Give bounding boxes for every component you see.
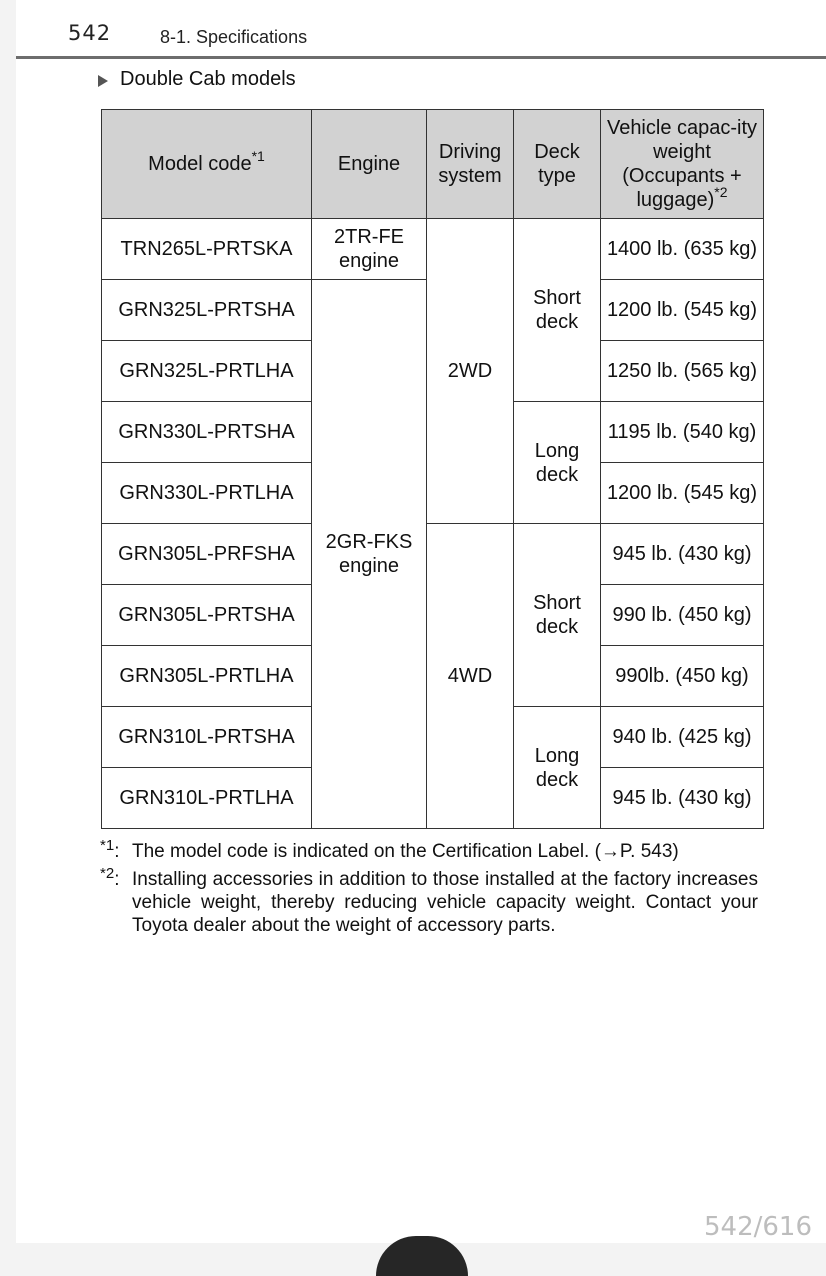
capacity-weight-cell: 945 lb. (430 kg) <box>601 524 764 585</box>
model-code-cell: GRN310L-PRTLHA <box>102 768 312 829</box>
subsection-title: Double Cab models <box>120 68 296 90</box>
footnote-mark: *2 <box>100 865 115 882</box>
header-model-code: Model code$^{*1}$ <box>102 110 312 219</box>
footnote: $^{*2}$: Installing accessories in addition to those installed at the factory increases vehicle weight, thereby reducing vehicle capacity weight. Contact your Toyota dealer about the weight of accessory parts. <box>100 865 758 936</box>
capacity-weight-cell: 1200 lb. (545 kg) <box>601 463 764 524</box>
footnote-text: The model code is indicated on the Certification Label. (→P. 543) <box>132 841 679 862</box>
header-driving-system: Driving system <box>427 110 514 219</box>
capacity-weight-cell: 1195 lb. (540 kg) <box>601 402 764 463</box>
table-header-row <box>102 110 764 219</box>
deck-type-cell: Long deck <box>514 707 601 829</box>
capacity-weight-cell: 940 lb. (425 kg) <box>601 707 764 768</box>
specification-table <box>101 109 764 829</box>
manual-page <box>16 0 826 1243</box>
footnote-ref: *1 <box>251 148 265 164</box>
model-code-cell: GRN330L-PRTLHA <box>102 463 312 524</box>
page-counter: 542/616 <box>704 1212 813 1242</box>
footnote-ref: *2 <box>714 184 728 200</box>
model-code-cell: TRN265L-PRTSKA <box>102 219 312 280</box>
model-code-cell: GRN325L-PRTSHA <box>102 280 312 341</box>
model-code-cell: GRN330L-PRTSHA <box>102 402 312 463</box>
header-engine: Engine <box>312 110 427 219</box>
engine-cell: 2GR-FKS engine <box>312 280 427 829</box>
header-capacity-weight: Vehicle capac-ity weight (Occupants + luggage)$^{*2}$ <box>601 110 764 219</box>
capacity-weight-cell: 990 lb. (450 kg) <box>601 585 764 646</box>
model-code-cell: GRN325L-PRTLHA <box>102 341 312 402</box>
driving-system-cell: 4WD <box>427 524 514 829</box>
footnote-text: Installing accessories in addition to those installed at the factory increases vehicle weight, thereby reducing vehicle capacity weight. Contact your Toyota dealer about the weight of accessory parts. <box>132 869 758 936</box>
capacity-weight-cell: 1400 lb. (635 kg) <box>601 219 764 280</box>
deck-type-cell: Short deck <box>514 524 601 707</box>
header-deck-type: Deck type <box>514 110 601 219</box>
capacity-weight-cell: 1200 lb. (545 kg) <box>601 280 764 341</box>
deck-type-cell: Short deck <box>514 219 601 402</box>
model-code-cell: GRN305L-PRTSHA <box>102 585 312 646</box>
triangle-bullet-icon <box>98 75 108 87</box>
section-title: 8-1. Specifications <box>160 27 308 47</box>
driving-system-cell: 2WD <box>427 219 514 524</box>
footnotes <box>100 837 758 942</box>
capacity-weight-cell: 1250 lb. (565 kg) <box>601 341 764 402</box>
model-code-cell: GRN310L-PRTSHA <box>102 707 312 768</box>
table-row <box>102 219 764 280</box>
table-row <box>102 524 764 585</box>
page-number: 542 <box>68 21 112 45</box>
page-header <box>16 0 826 59</box>
deck-type-cell: Long deck <box>514 402 601 524</box>
footnote-mark: *1 <box>100 837 115 854</box>
model-code-cell: GRN305L-PRFSHA <box>102 524 312 585</box>
engine-cell: 2TR-FE engine <box>312 219 427 280</box>
subsection-heading <box>98 68 296 91</box>
capacity-weight-cell: 990lb. (450 kg) <box>601 646 764 707</box>
model-code-cell: GRN305L-PRTLHA <box>102 646 312 707</box>
capacity-weight-cell: 945 lb. (430 kg) <box>601 768 764 829</box>
footnote: $^{*1}$: The model code is indicated on the Certification Label. (→P. 543) <box>100 840 758 863</box>
